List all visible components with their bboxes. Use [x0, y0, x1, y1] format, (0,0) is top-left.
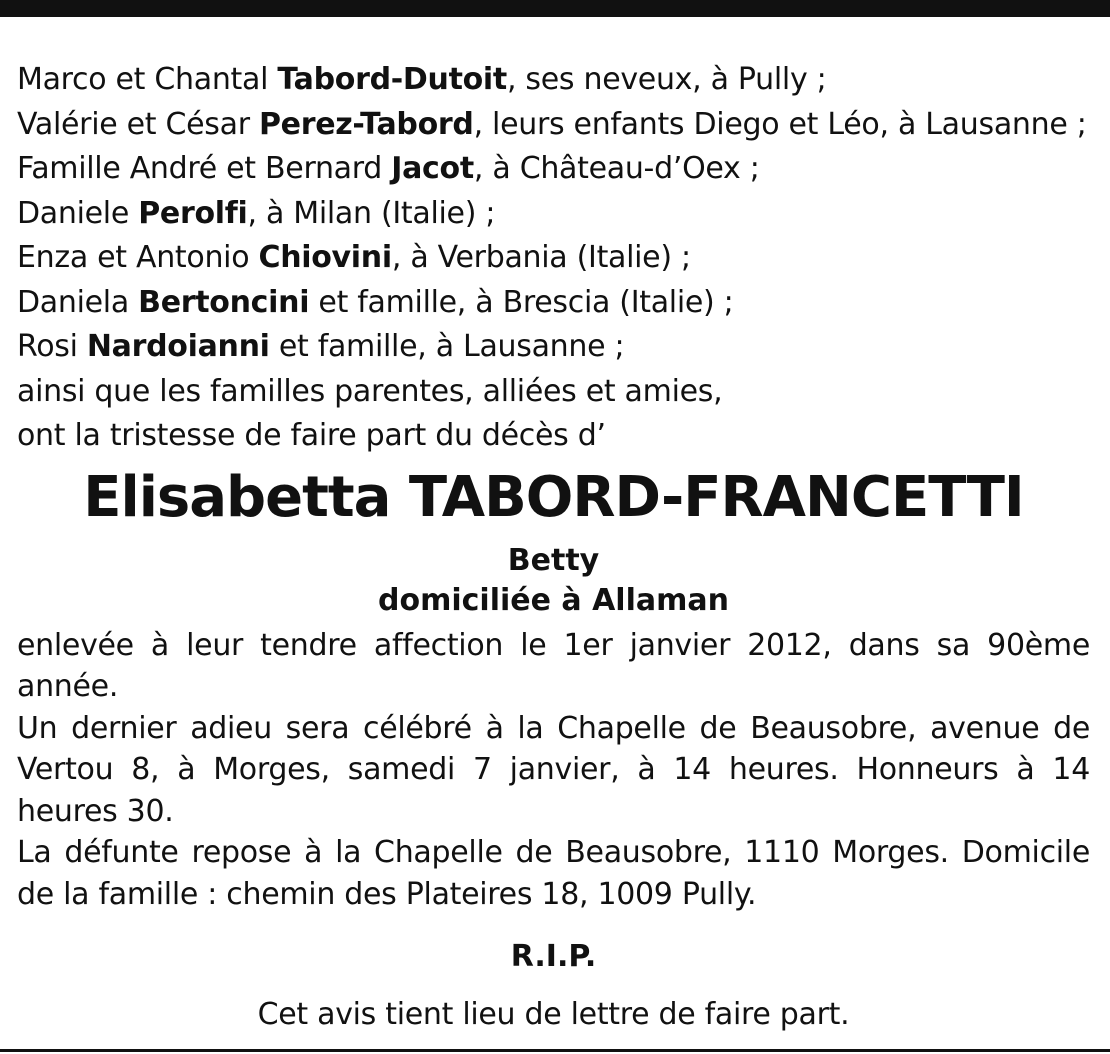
family-line: Daniela Bertoncini et famille, à Brescia (Italie) ; [17, 284, 734, 320]
family-name: Chiovini [258, 240, 392, 275]
family-name: Bertoncini [138, 284, 310, 320]
repose-paragraph: La défunte repose à la Chapelle de Beausobre, 1110 Morges. Domicile de la famille : chemin des Plateires 18, 1009 Pully. [17, 835, 1090, 912]
family-name: Tabord-Dutoit [277, 62, 507, 97]
bottom-rule [0, 1049, 1110, 1052]
rip-heading: R.I.P. [510, 939, 597, 974]
deceased-residence: domiciliée à Allaman [378, 582, 729, 618]
family-line: Famille André et Bernard Jacot, à Château-d’Oex ; [17, 151, 760, 186]
family-line: Valérie et César Perez-Tabord, leurs enfants Diego et Léo, à Lausanne ; [17, 106, 1087, 142]
deceased-nickname: Betty [507, 542, 600, 578]
family-line: Rosi Nardoianni et famille, à Lausanne ; [17, 329, 625, 364]
family-line: ont la tristesse de faire part du décès d’ [17, 418, 606, 453]
family-line: Daniele Perolfi, à Milan (Italie) ; [17, 195, 496, 231]
death-date-paragraph: enlevée à leur tendre affection le 1er janvier 2012, dans sa 90ème année. [17, 627, 1090, 704]
family-line: Marco et Chantal Tabord-Dutoit, ses neveux, à Pully ; [17, 62, 827, 97]
death-notice [17, 58, 1090, 1035]
ceremony-paragraph: Un dernier adieu sera célébré à la Chapelle de Beausobre, avenue de Vertou 8, à Morges, samedi 7 janvier, à 14 heures. Honneurs à 14 heures 30. [17, 710, 1090, 829]
family-line: Enza et Antonio Chiovini, à Verbania (Italie) ; [17, 240, 691, 275]
deceased-name: Elisabetta TABORD-FRANCETTI [83, 464, 1024, 530]
family-name: Jacot [391, 151, 474, 186]
family-name: Perez-Tabord [258, 106, 474, 142]
family-line: ainsi que les familles parentes, alliées et amies, [17, 373, 723, 409]
closing-note: Cet avis tient lieu de lettre de faire part. [257, 997, 850, 1032]
family-name: Nardoianni [86, 329, 270, 364]
top-rule [0, 0, 1110, 17]
family-list [17, 58, 1090, 459]
notice-body [17, 625, 1090, 916]
family-name: Perolfi [138, 195, 248, 231]
